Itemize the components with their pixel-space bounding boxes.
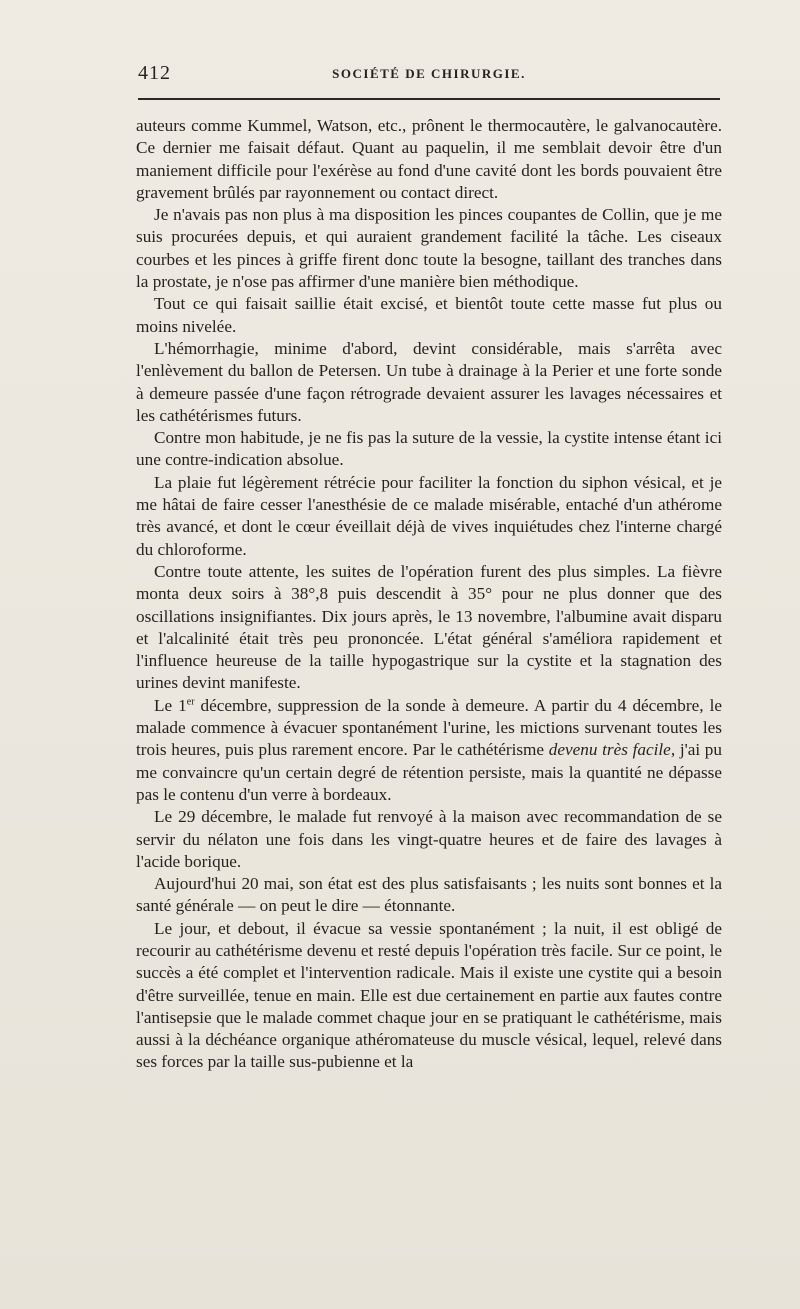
paragraph-8 — [136, 695, 722, 806]
paragraph-10: Aujourd'hui 20 mai, son état est des plus satisfaisants ; les nuits sont bonnes et la santé générale — on peut le dire — étonnante. — [136, 874, 722, 916]
italic-phrase: devenu très facile — [548, 740, 671, 760]
paragraph-6: La plaie fut légèrement rétrécie pour faciliter la fonction du siphon vésical, et je me hâtai de faire cesser l'anesthésie de ce malade misérable, entaché d'un athérome très avancé, et dont le cœur éveillait déjà de vives inquiétudes chez l'interne chargé du chloroforme. — [136, 472, 722, 559]
page-number: 412 — [138, 62, 171, 84]
paragraph-11: Le jour, et debout, il évacue sa vessie spontanément ; la nuit, il est obligé de recourir au cathétérisme devenu et resté depuis l'opération très facile. Sur ce point, le succès a été complet et l'intervention radicale. Mais il existe une cystite qui a besoin d'être surveillée, tenue en main. Elle est due certainement en partie aux fautes contre l'antisepsie que le malade commet chaque jour en se pratiquant le cathétérisme, mais aussi à la déchéance organique athéromateuse du muscle vésical, lequel, relevé dans ses forces par la taille sus-pubienne et la — [136, 918, 722, 1072]
paragraph-8-rest: décembre, suppression de la sonde à demeure. A partir du 4 décembre, le malade commence à évacuer spontanément l'urine, les mictions survenant toutes les trois heures, puis plus rarement encore. Par le cathétérisme — [136, 695, 722, 760]
paragraph-2: Je n'avais pas non plus à ma disposition les pinces coupantes de Collin, que je me suis procurées depuis, et qui auraient grandement facilité la tâche. Les ciseaux courbes et les pinces à griffe firent donc toute la besogne, taillant des tranches dans la prostate, je n'ose pas affirmer d'une manière bien méthodique. — [136, 205, 722, 292]
paragraph-8-end: , j'ai pu me convaincre qu'un certain degré de rétention persiste, mais la quantité ne dépasse pas le contenu d'un verre à bordeaux. — [136, 740, 722, 804]
paragraph-1: auteurs comme Kummel, Watson, etc., prônent le thermocautère, le galvanocautère. Ce dernier me faisait défaut. Quant au paquelin, il me semblait devoir être d'un maniement difficile pour l'exérèse au fond d'une cavité dont les bords pouvaient être gravement brûlés par rayonnement ou contact direct. — [136, 116, 722, 202]
paragraph-7: Contre toute attente, les suites de l'opération furent des plus simples. La fièvre monta deux soirs à 38°,8 puis descendit à 35° pour ne plus donner que des oscillations insignifiantes. Dix jours après, le 13 novembre, l'albumine avait disparu et l'alcalinité était très peu prononcée. L'état général s'améliora rapidement et l'influence heureuse de la taille hypogastrique sur la cystite et la stagnation des urines devint manifeste. — [136, 561, 722, 693]
body-text — [136, 115, 722, 1074]
ordinal-superscript: er — [186, 695, 195, 707]
header-rule — [138, 98, 720, 100]
paragraph-3: Tout ce qui faisait saillie était excisé, et bientôt toute cette masse fut plus ou moins nivelée. — [136, 294, 722, 336]
paragraph-4: L'hémorrhagie, minime d'abord, devint considérable, mais s'arrêta avec l'enlèvement du ballon de Petersen. Un tube à drainage à la Perier et une forte sonde à demeure passée d'une façon rétrograde devaient assurer les lavages nécessaires et les cathétérismes futurs. — [136, 338, 722, 425]
paragraph-9: Le 29 décembre, le malade fut renvoyé à la maison avec recommandation de se servir du nélaton une fois dans les vingt-quatre heures et de faire des lavages à l'acide borique. — [136, 807, 722, 871]
running-head: SOCIÉTÉ DE CHIRURGIE. — [332, 66, 526, 81]
paragraph-8-start: Le 1 — [154, 695, 187, 715]
paragraph-5: Contre mon habitude, je ne fis pas la suture de la vessie, la cystite intense étant ici une contre-indication absolue. — [136, 428, 722, 470]
page-header — [138, 62, 720, 88]
